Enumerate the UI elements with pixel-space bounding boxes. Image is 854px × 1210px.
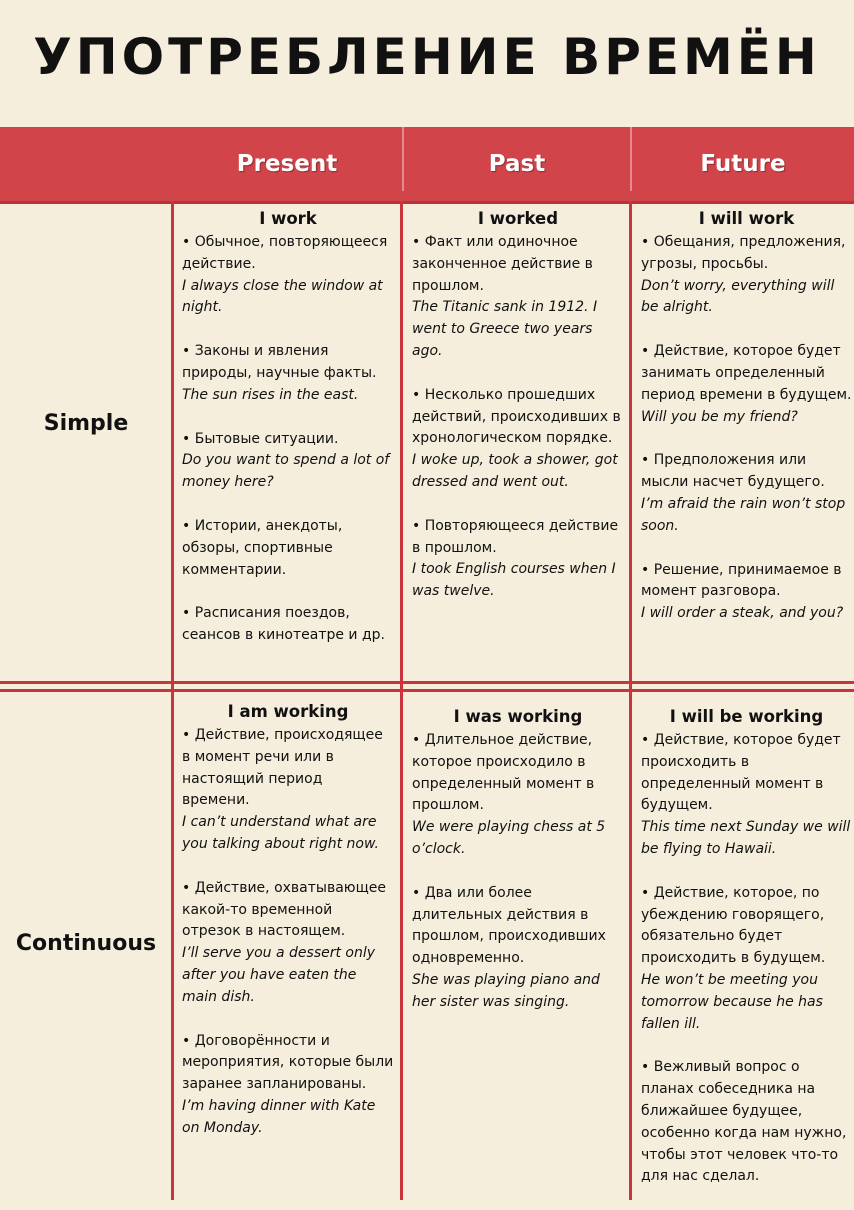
table-header	[0, 127, 854, 204]
usage-description: • Предположения или мысли насчет будущего.	[641, 452, 825, 491]
usage-item	[182, 341, 394, 406]
cell-continuous-past	[403, 705, 630, 1036]
column-header-future: Future	[700, 151, 786, 177]
usage-example: Will you be my friend?	[641, 408, 798, 425]
usage-example: I will order a steak, and you?	[641, 605, 844, 622]
row-divider	[0, 689, 854, 692]
page-title: УПОТРЕБЛЕНИЕ ВРЕМЁН	[33, 28, 821, 86]
usage-item	[182, 1031, 394, 1140]
usage-item	[182, 878, 394, 1009]
usage-item	[182, 725, 394, 856]
column-header-past: Past	[488, 151, 546, 177]
tense-form: I will work	[698, 209, 795, 228]
usage-description: • Обычное, повторяющееся действие.	[182, 234, 388, 272]
usage-description: • Обещания, предложения, угрозы, просьбы.	[641, 234, 846, 272]
usage-example: Do you want to spend a lot of money here?	[182, 452, 390, 491]
row-label-simple: Simple	[43, 411, 129, 436]
usage-item	[182, 232, 394, 319]
usage-description: • Длительное действие, которое происходило в определенный момент в прошлом.	[412, 732, 595, 814]
cell-continuous-future	[632, 705, 854, 1210]
usage-example: I’m having dinner with Kate on Monday.	[182, 1097, 376, 1136]
usage-item	[641, 883, 852, 1036]
usage-item	[412, 385, 624, 494]
usage-description: • Законы и явления природы, научные факты.	[182, 343, 377, 381]
usage-example: I always close the window at night.	[182, 277, 383, 316]
tense-form: I work	[259, 209, 317, 228]
usage-item	[641, 730, 852, 861]
usage-example: I took English courses when I was twelve.	[412, 561, 616, 600]
usage-example: This time next Sunday we will be flying to Hawaii.	[641, 819, 851, 857]
usage-example: Don’t worry, everything will be alright.	[641, 277, 835, 316]
usage-example: I woke up, took a shower, got dressed and went out.	[412, 452, 618, 490]
usage-item	[641, 450, 852, 537]
usage-description: • Действие, которое будет происходить в определенный момент в будущем.	[641, 732, 841, 814]
usage-description: • Действие, которое будет занимать определенный период времени в будущем.	[641, 343, 852, 403]
usage-example: The Titanic sank in 1912. I went to Greece two years ago.	[412, 299, 598, 359]
usage-item	[182, 429, 394, 494]
usage-item	[182, 603, 394, 647]
usage-description: • Договорённости и мероприятия, которые были заранее запланированы.	[182, 1032, 394, 1093]
usage-description: • Действие, происходящее в момент речи или в настоящий период времени.	[182, 727, 383, 809]
row-divider	[0, 681, 854, 684]
usage-example: I can’t understand what are you talking about right now.	[182, 814, 379, 852]
usage-item	[412, 883, 624, 1014]
usage-example: The sun rises in the east.	[182, 386, 359, 403]
tense-form: I worked	[477, 209, 559, 228]
cell-simple-past	[403, 207, 630, 625]
usage-description: • Решение, принимаемое в момент разговора.	[641, 561, 842, 600]
usage-example: I’ll serve you a dessert only after you have eaten the main dish.	[182, 945, 376, 1005]
usage-description: • Факт или одиночное законченное действие в прошлом.	[412, 234, 593, 294]
usage-description: • Истории, анекдоты, обзоры, спортивные комментарии.	[182, 517, 343, 578]
cell-simple-future	[632, 207, 854, 647]
usage-item	[641, 560, 852, 625]
cell-simple-present	[173, 207, 400, 669]
usage-description: • Действие, охватывающее какой-то временной отрезок в настоящем.	[182, 879, 386, 940]
usage-description: • Вежливый вопрос о планах собеседника на ближайшее будущее, особенно когда нам нужно, чтобы этот человек что-то для нас сделал.	[641, 1059, 847, 1185]
usage-description: • Повторяющееся действие в прошлом.	[412, 517, 619, 556]
row-label-continuous: Continuous	[15, 931, 157, 956]
usage-item	[182, 516, 394, 581]
usage-item	[641, 341, 852, 428]
usage-example: I’m afraid the rain won’t stop soon.	[641, 495, 846, 534]
usage-example: We were playing chess at 5 o’clock.	[412, 819, 606, 857]
usage-example: She was playing piano and her sister was singing.	[412, 971, 600, 1010]
usage-example: He won’t be meeting you tomorrow because he has fallen ill.	[641, 971, 823, 1032]
tense-form: I am working	[227, 702, 349, 721]
usage-description: • Действие, которое, по убеждению говорящего, обязательно будет происходить в будущем.	[641, 884, 826, 967]
column-header-present: Present	[236, 151, 338, 177]
usage-item	[641, 1057, 852, 1188]
usage-description: • Расписания поездов, сеансов в кинотеатре и др.	[182, 605, 385, 644]
usage-item	[412, 232, 624, 363]
usage-item	[412, 516, 624, 603]
usage-description: • Несколько прошедших действий, происходивших в хронологическом порядке.	[412, 386, 621, 447]
cell-continuous-present	[173, 700, 400, 1162]
usage-item	[641, 232, 852, 319]
usage-item	[412, 730, 624, 861]
tense-form: I will be working	[669, 707, 824, 726]
tense-form: I was working	[453, 707, 583, 726]
usage-description: • Два или более длительных действия в прошлом, происходивших одновременно.	[412, 884, 606, 967]
usage-description: • Бытовые ситуации.	[182, 430, 339, 447]
